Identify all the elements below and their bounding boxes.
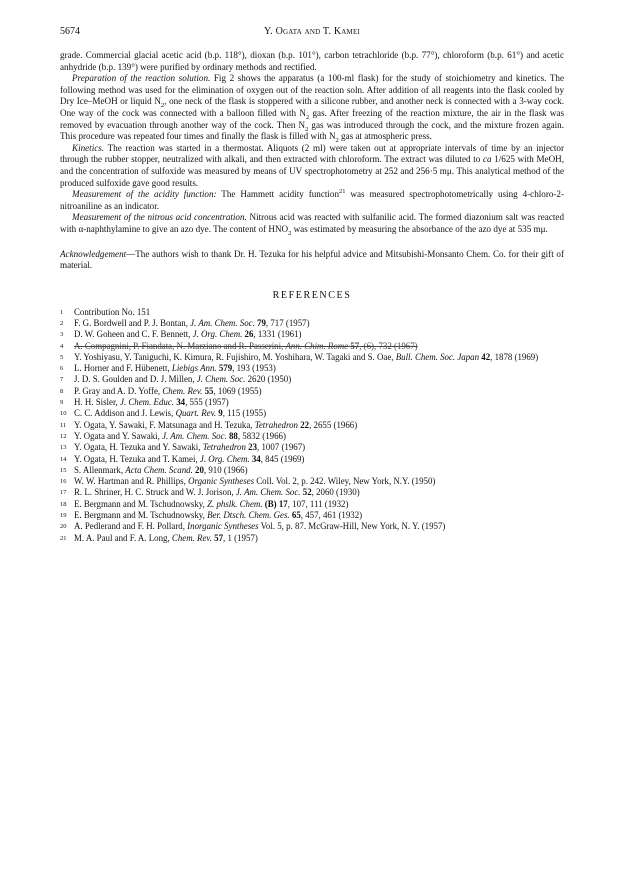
text-run: P. Gray and A. D. Yoffe, — [74, 385, 163, 396]
reference-number: 15 — [60, 466, 67, 474]
text-run: 55 — [204, 385, 214, 396]
reference-item — [60, 318, 564, 329]
text-run: 2 — [305, 125, 309, 133]
text-run: , 107, 111 (1932) — [287, 498, 349, 509]
text-run: 22 — [300, 419, 310, 430]
text-run: Inorganic Syntheses — [187, 521, 259, 532]
text-run: 2 — [160, 102, 165, 110]
text-run: Measurement of the nitrous acid concentration. — [72, 212, 247, 223]
reference-number: 10 — [60, 410, 67, 418]
reference-text — [74, 431, 564, 442]
reference-item — [60, 420, 564, 431]
text-run: 2 — [288, 229, 292, 237]
text-run: E. Bergmann and M. Tschudnowsky, — [74, 510, 208, 521]
text-run: Fig 2 shows the apparatus (a 100-ml flask) for the study of stoichiometry and kinetics. The following method was used for the elimination of oxygen out of the reaction soln. After addition of all reagents into the flask cooled by Dry Ice–MeOH or liquid N — [60, 73, 564, 107]
text-run: J. Am. Chem. Soc. — [162, 430, 227, 441]
reference-number: 7 — [60, 376, 64, 384]
acknowledgement-label: Acknowledgement — [60, 248, 127, 259]
reference-number: 18 — [60, 500, 67, 508]
text-run: Contribution No. 151 — [74, 306, 151, 317]
reference-number: 1 — [60, 308, 64, 316]
text-run: 57 — [214, 532, 224, 543]
text-run: 579 — [218, 363, 233, 374]
text-run: , 555 (1957) — [185, 397, 229, 408]
text-run: , 717 (1957) — [265, 317, 310, 328]
body-text — [60, 50, 564, 236]
reference-number: 2 — [60, 319, 64, 327]
acknowledgement — [60, 249, 564, 272]
text-run: W. W. Hartman and R. Phillips, — [74, 476, 189, 487]
reference-number: 20 — [60, 523, 67, 531]
text-run: M. A. Paul and F. A. Long, — [74, 532, 172, 543]
text-run: 52 — [302, 487, 312, 498]
reference-text — [74, 329, 564, 340]
reference-text — [74, 318, 564, 329]
reference-item — [60, 442, 564, 453]
text-run: Y. Ogata, Y. Sawaki, F. Matsunaga and H. Tezuka, — [74, 419, 255, 430]
text-run: , 115 (1955) — [222, 408, 267, 419]
text-run: J. Org. Chem. — [199, 453, 250, 464]
reference-text — [74, 499, 564, 510]
text-run: Chem. Rev. — [162, 385, 203, 396]
paragraph-solvents — [60, 50, 564, 73]
text-run: gas was introduced through the cock, and the mixture frozen again. This procedure was repeated four times and finally the flask is filled with N — [60, 119, 565, 142]
reference-text — [74, 408, 564, 419]
text-run: The reaction was started in a thermostat. Aliquots (2 ml) were taken out at appropriate intervals of time by an injector through the rubber stopper, neutralized with alkali, and then extracted with chloroform. The extract was diluted to — [60, 142, 564, 165]
text-run: L. Horner and F. Hübenett, — [74, 363, 172, 374]
text-run: Z. phslk. Chem. — [207, 498, 263, 509]
reference-text — [74, 487, 564, 498]
text-run: H. H. Sisler, — [74, 397, 120, 408]
text-run: R. L. Shriner, H. C. Struck and W. J. Jorison, — [74, 487, 236, 498]
reference-item — [60, 329, 564, 340]
text-run: 20 — [195, 464, 204, 475]
reference-item — [60, 341, 564, 352]
running-authors: Y. Ogata and T. Kamei — [264, 26, 360, 37]
reference-number: 8 — [60, 387, 64, 395]
text-run: A. Compagnini, P. Fiandata, N. Marziano and R. Passerini, — [74, 340, 286, 351]
reference-text — [74, 476, 564, 487]
reference-text — [74, 307, 564, 318]
reference-item — [60, 307, 564, 318]
reference-list — [60, 307, 564, 544]
text-run: J. Am. Chem. Soc. — [190, 317, 255, 328]
reference-item — [60, 510, 564, 521]
paragraph-kinetics — [60, 143, 564, 189]
reference-number: 5 — [60, 353, 64, 361]
running-header — [60, 26, 564, 40]
text-run: J. Chem. Educ. — [120, 397, 174, 408]
reference-text — [74, 521, 564, 532]
text-run: Y. Yoshiyasu, Y. Taniguchi, K. Kimura, R. Fujishiro, M. Yoshihara, W. Tagaki and S. Oae, — [74, 351, 396, 362]
reference-number: 3 — [60, 331, 64, 339]
text-run: J. Chem. Soc. — [196, 374, 246, 385]
reference-number: 6 — [60, 365, 64, 373]
text-run: 79 — [257, 317, 266, 328]
reference-number: 19 — [60, 512, 67, 520]
text-run: Chem. Rev. — [171, 532, 212, 543]
reference-text — [74, 465, 564, 476]
text-run: 34 — [251, 453, 261, 464]
reference-number: 9 — [60, 399, 64, 407]
text-run: , 193 (1953) — [232, 363, 276, 374]
text-run: 65 — [291, 510, 301, 521]
text-run: F. G. Bordwell and P. J. Bontan, — [74, 317, 191, 328]
text-run: Ber. Dtsch. Chem. Ges. — [207, 510, 290, 521]
reference-number: 21 — [60, 534, 67, 542]
text-run: E. Bergmann and M. Tschudnowsky, — [74, 498, 208, 509]
text-run: J. Org. Chem. — [192, 329, 243, 340]
text-run: Y. Ogata, H. Tezuka and T. Kamei, — [74, 453, 200, 464]
text-run: 42 — [481, 351, 491, 362]
reference-text — [74, 374, 564, 385]
reference-item — [60, 386, 564, 397]
text-run: , 1331 (1961) — [253, 329, 302, 340]
reference-number: 14 — [60, 455, 67, 463]
text-run: Ann. Chim. Rome — [285, 340, 349, 351]
text-run: gas. After freezing of the reaction mixture, the air in the flask was removed by evacuation through another way of the cock. Then N — [60, 107, 564, 130]
reference-item — [60, 431, 564, 442]
text-run: (B) 17 — [264, 498, 288, 509]
text-run: , 5832 (1966) — [237, 430, 286, 441]
text-run: was estimated by measuring the absorbance of the azo dye at 535 mμ. — [291, 223, 548, 234]
reference-number: 16 — [60, 478, 67, 486]
paper-page — [60, 26, 564, 544]
reference-item — [60, 454, 564, 465]
paragraph-acidity — [60, 189, 564, 212]
reference-item — [60, 499, 564, 510]
text-run: 1/625 with MeOH, and the concentration of sulfoxide was measured by means of UV spectrophotometry at 252 and 256·5 mμ. This analytical method of the produced sulfoxide gave good results. — [60, 154, 564, 188]
text-run: Liebigs Ann. — [171, 363, 217, 374]
reference-text — [74, 352, 564, 363]
text-run: , 2060 (1930) — [311, 487, 360, 498]
references-heading: REFERENCES — [272, 289, 352, 301]
text-run: 9 — [218, 408, 223, 419]
text-run: , 2655 (1966) — [309, 419, 358, 430]
reference-text — [74, 442, 564, 453]
text-run: was measured spectrophotometrically using 4-chloro-2-nitroaniline as an indicator. — [60, 189, 564, 211]
reference-item — [60, 476, 564, 487]
text-run: ca — [482, 154, 492, 165]
text-run: , (6), 732 (1967) — [359, 340, 418, 351]
text-run: 26 — [244, 329, 254, 340]
text-run: A. Pedlerand and F. H. Pollard, — [74, 521, 188, 532]
text-run: 2 — [305, 113, 310, 121]
text-run: Bull. Chem. Soc. Japan — [395, 351, 480, 362]
text-run: Tetrahedron — [202, 442, 246, 453]
reference-text — [74, 533, 564, 544]
text-run: S. Allenmark, — [74, 464, 126, 475]
text-run: , 1 (1957) — [223, 532, 258, 543]
text-run: 23 — [248, 442, 258, 453]
text-run: Kinetics. — [72, 142, 105, 153]
reference-number: 13 — [60, 444, 67, 452]
reference-text — [74, 386, 564, 397]
page-number: 5674 — [60, 26, 80, 37]
text-run: Coll. Vol. 2, p. 242. Wiley, New York, N.Y. (1950) — [254, 476, 436, 487]
reference-item — [60, 363, 564, 374]
text-run: Y. Ogata and Y. Sawaki, — [74, 430, 163, 441]
reference-number: 12 — [60, 432, 67, 440]
reference-text — [74, 341, 564, 352]
text-run: Y. Ogata, H. Tezuka and Y. Sawaki, — [74, 442, 203, 453]
text-run: 57 — [350, 340, 360, 351]
text-run: J. D. S. Goulden and D. J. Millen, — [74, 374, 197, 385]
text-run: Measurement of the acidity function: — [72, 189, 217, 200]
text-run: C. C. Addison and J. Lewis, — [74, 408, 176, 419]
text-run: 88 — [228, 430, 238, 441]
reference-item — [60, 397, 564, 408]
text-run: Nitrous acid was reacted with sulfanilic acid. The formed diazonium salt was reacted with α-naphthylamine to give an azo dye. The content of HNO — [60, 212, 564, 234]
text-run: 21 — [339, 188, 346, 196]
text-run: Tetrahedron — [254, 419, 298, 430]
text-run: 2 — [335, 136, 339, 144]
text-run: J. Am. Chem. Soc. — [235, 487, 301, 498]
text-run: 34 — [176, 397, 186, 408]
text-run: gas at atmospheric press. — [338, 131, 432, 142]
text-run: Quart. Rev. — [175, 408, 217, 419]
text-run: , one neck of the flask is stoppered with a silicone rubber, and another neck is connected with a 3-way cock. One way of the cock was connected with a balloon filled with N — [60, 96, 564, 118]
text-run: grade. Commercial glacial acetic acid (b.p. 118°), dioxan (b.p. 101°), carbon tetrachloride (b.p. 77°), chloroform (b.p. 61°) and acetic anhydride (b.p. 139°) were purified by ordinary methods and rectified. — [60, 50, 564, 72]
reference-item — [60, 487, 564, 498]
reference-item — [60, 374, 564, 385]
text-run: Vol. 5, p. 87. McGraw-Hill, New York, N. Y. (1957) — [258, 521, 446, 532]
reference-item — [60, 533, 564, 544]
reference-text — [74, 397, 564, 408]
reference-number: 11 — [60, 421, 67, 429]
text-run: 2620 (1950) — [245, 374, 292, 385]
text-run: The Hammett acidity function — [216, 189, 340, 200]
paragraph-nitrous-acid — [60, 212, 564, 235]
reference-item — [60, 521, 564, 532]
text-run: , 910 (1966) — [203, 464, 248, 475]
text-run: Preparation of the reaction solution. — [72, 73, 211, 84]
reference-number: 17 — [60, 489, 67, 497]
text-run: Acta Chem. Scand. — [125, 464, 193, 475]
reference-text — [74, 510, 564, 521]
text-run: D. W. Goheen and C. F. Bennett, — [74, 329, 193, 340]
text-run: , 1007 (1967) — [257, 442, 306, 453]
paragraph-preparation — [60, 73, 564, 143]
text-run: , 845 (1969) — [260, 453, 305, 464]
reference-item — [60, 465, 564, 476]
reference-item — [60, 352, 564, 363]
reference-number: 4 — [60, 342, 64, 350]
text-run: , 1878 (1969) — [490, 351, 539, 362]
reference-text — [74, 454, 564, 465]
text-run: Organic Syntheses — [188, 476, 255, 487]
text-run: , 1069 (1955) — [213, 385, 262, 396]
reference-text — [74, 420, 564, 431]
reference-item — [60, 408, 564, 419]
reference-text — [74, 363, 564, 374]
text-run: , 457, 461 (1932) — [300, 510, 363, 521]
acknowledgement-text: —The authors wish to thank Dr. H. Tezuka for his helpful advice and Mitsubishi-Monsanto Chem. Co. for their gift of material. — [60, 248, 564, 271]
